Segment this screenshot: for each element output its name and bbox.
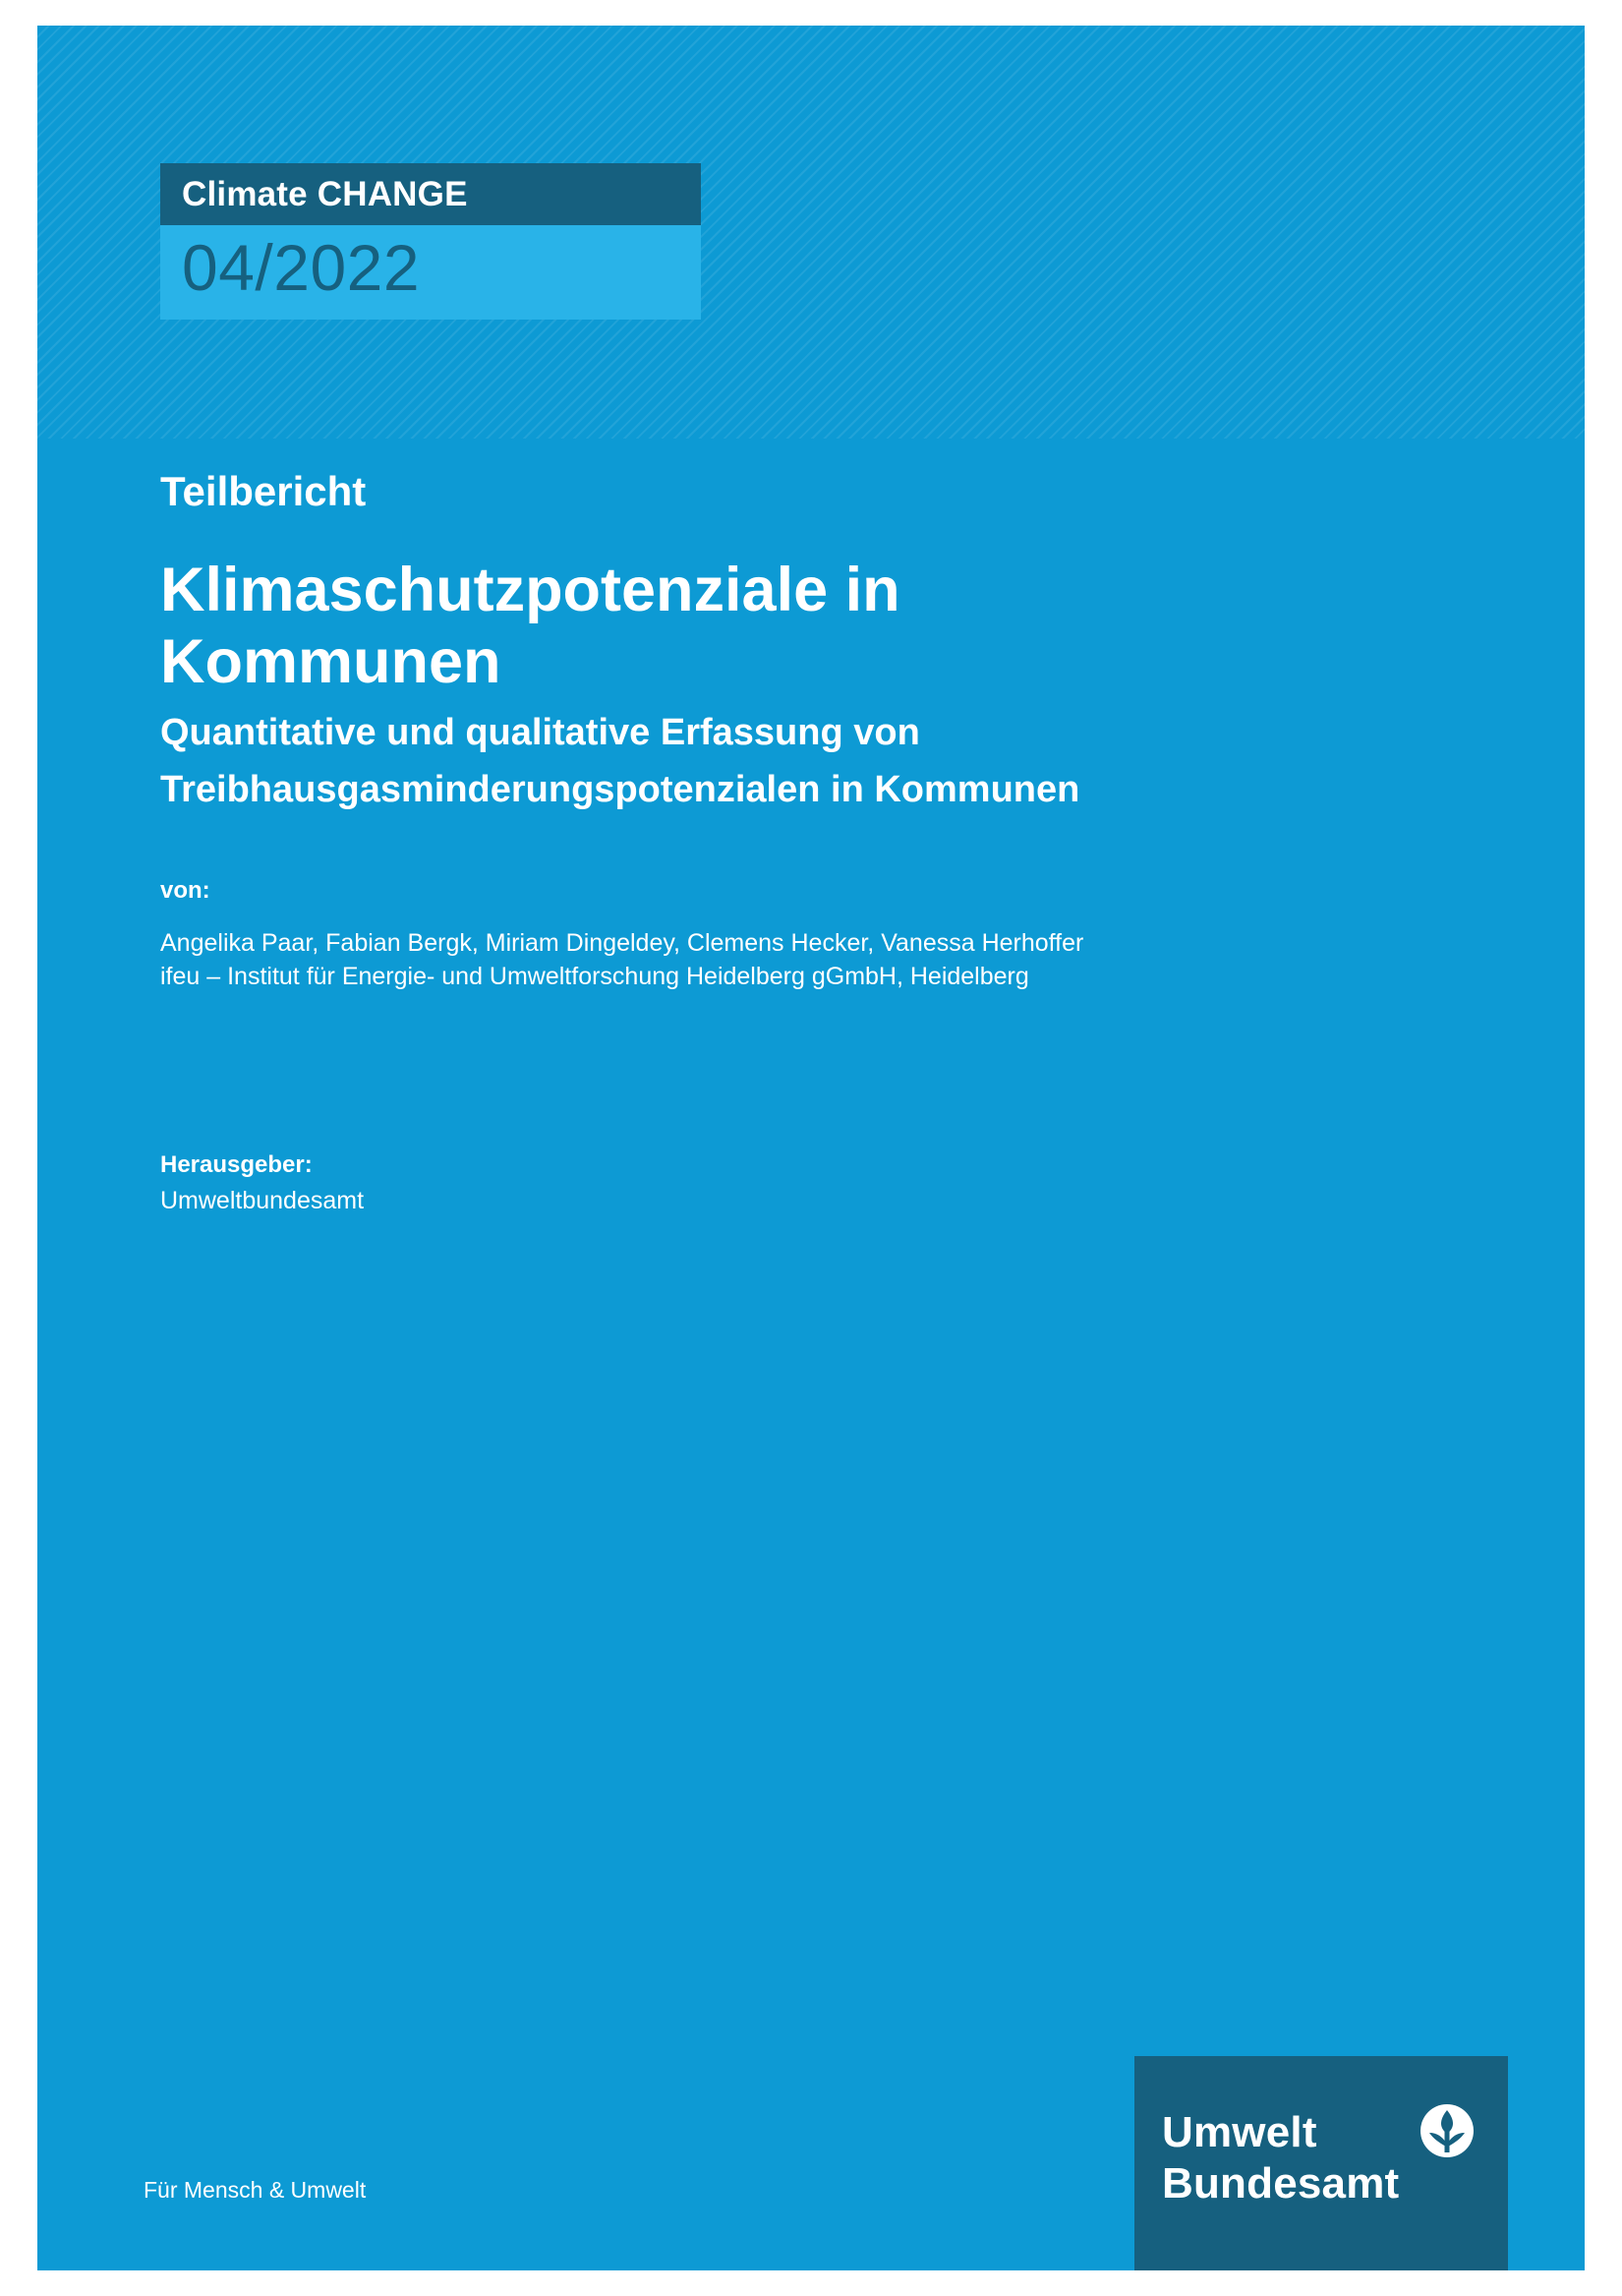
- uba-logo-line-2: Bundesamt: [1162, 2158, 1400, 2208]
- authors-label: von:: [160, 876, 210, 904]
- uba-circle-mark: [1419, 2103, 1475, 2158]
- series-issue: 04/2022: [160, 225, 701, 320]
- report-kind: Teilbericht: [160, 468, 367, 514]
- publisher-label: Herausgeber:: [160, 1150, 313, 1178]
- series-name: Climate CHANGE: [160, 163, 701, 225]
- authors-names: Angelika Paar, Fabian Bergk, Miriam Dingeldey, Clemens Hecker, Vanessa Herhoffer: [160, 928, 1084, 957]
- authors-affiliation: ifeu – Institut für Energie- und Umweltforschung Heidelberg gGmbH, Heidelberg: [160, 963, 1029, 991]
- series-badge: [160, 163, 701, 320]
- uba-logo: [1134, 2056, 1508, 2270]
- subtitle-line-2: Treibhausgasminderungspotenzialen in Kommunen: [160, 769, 1080, 811]
- uba-logo-line-1: Umwelt: [1162, 2108, 1317, 2156]
- cover-background: [37, 26, 1585, 2270]
- tagline: Für Mensch & Umwelt: [144, 2177, 367, 2203]
- publisher-name: Umweltbundesamt: [160, 1186, 365, 1214]
- subtitle-line-1: Quantitative und qualitative Erfassung von: [160, 712, 920, 754]
- page-title: Klimaschutzpotenziale in Kommunen: [160, 556, 900, 697]
- cover-text-block: [160, 468, 1458, 1215]
